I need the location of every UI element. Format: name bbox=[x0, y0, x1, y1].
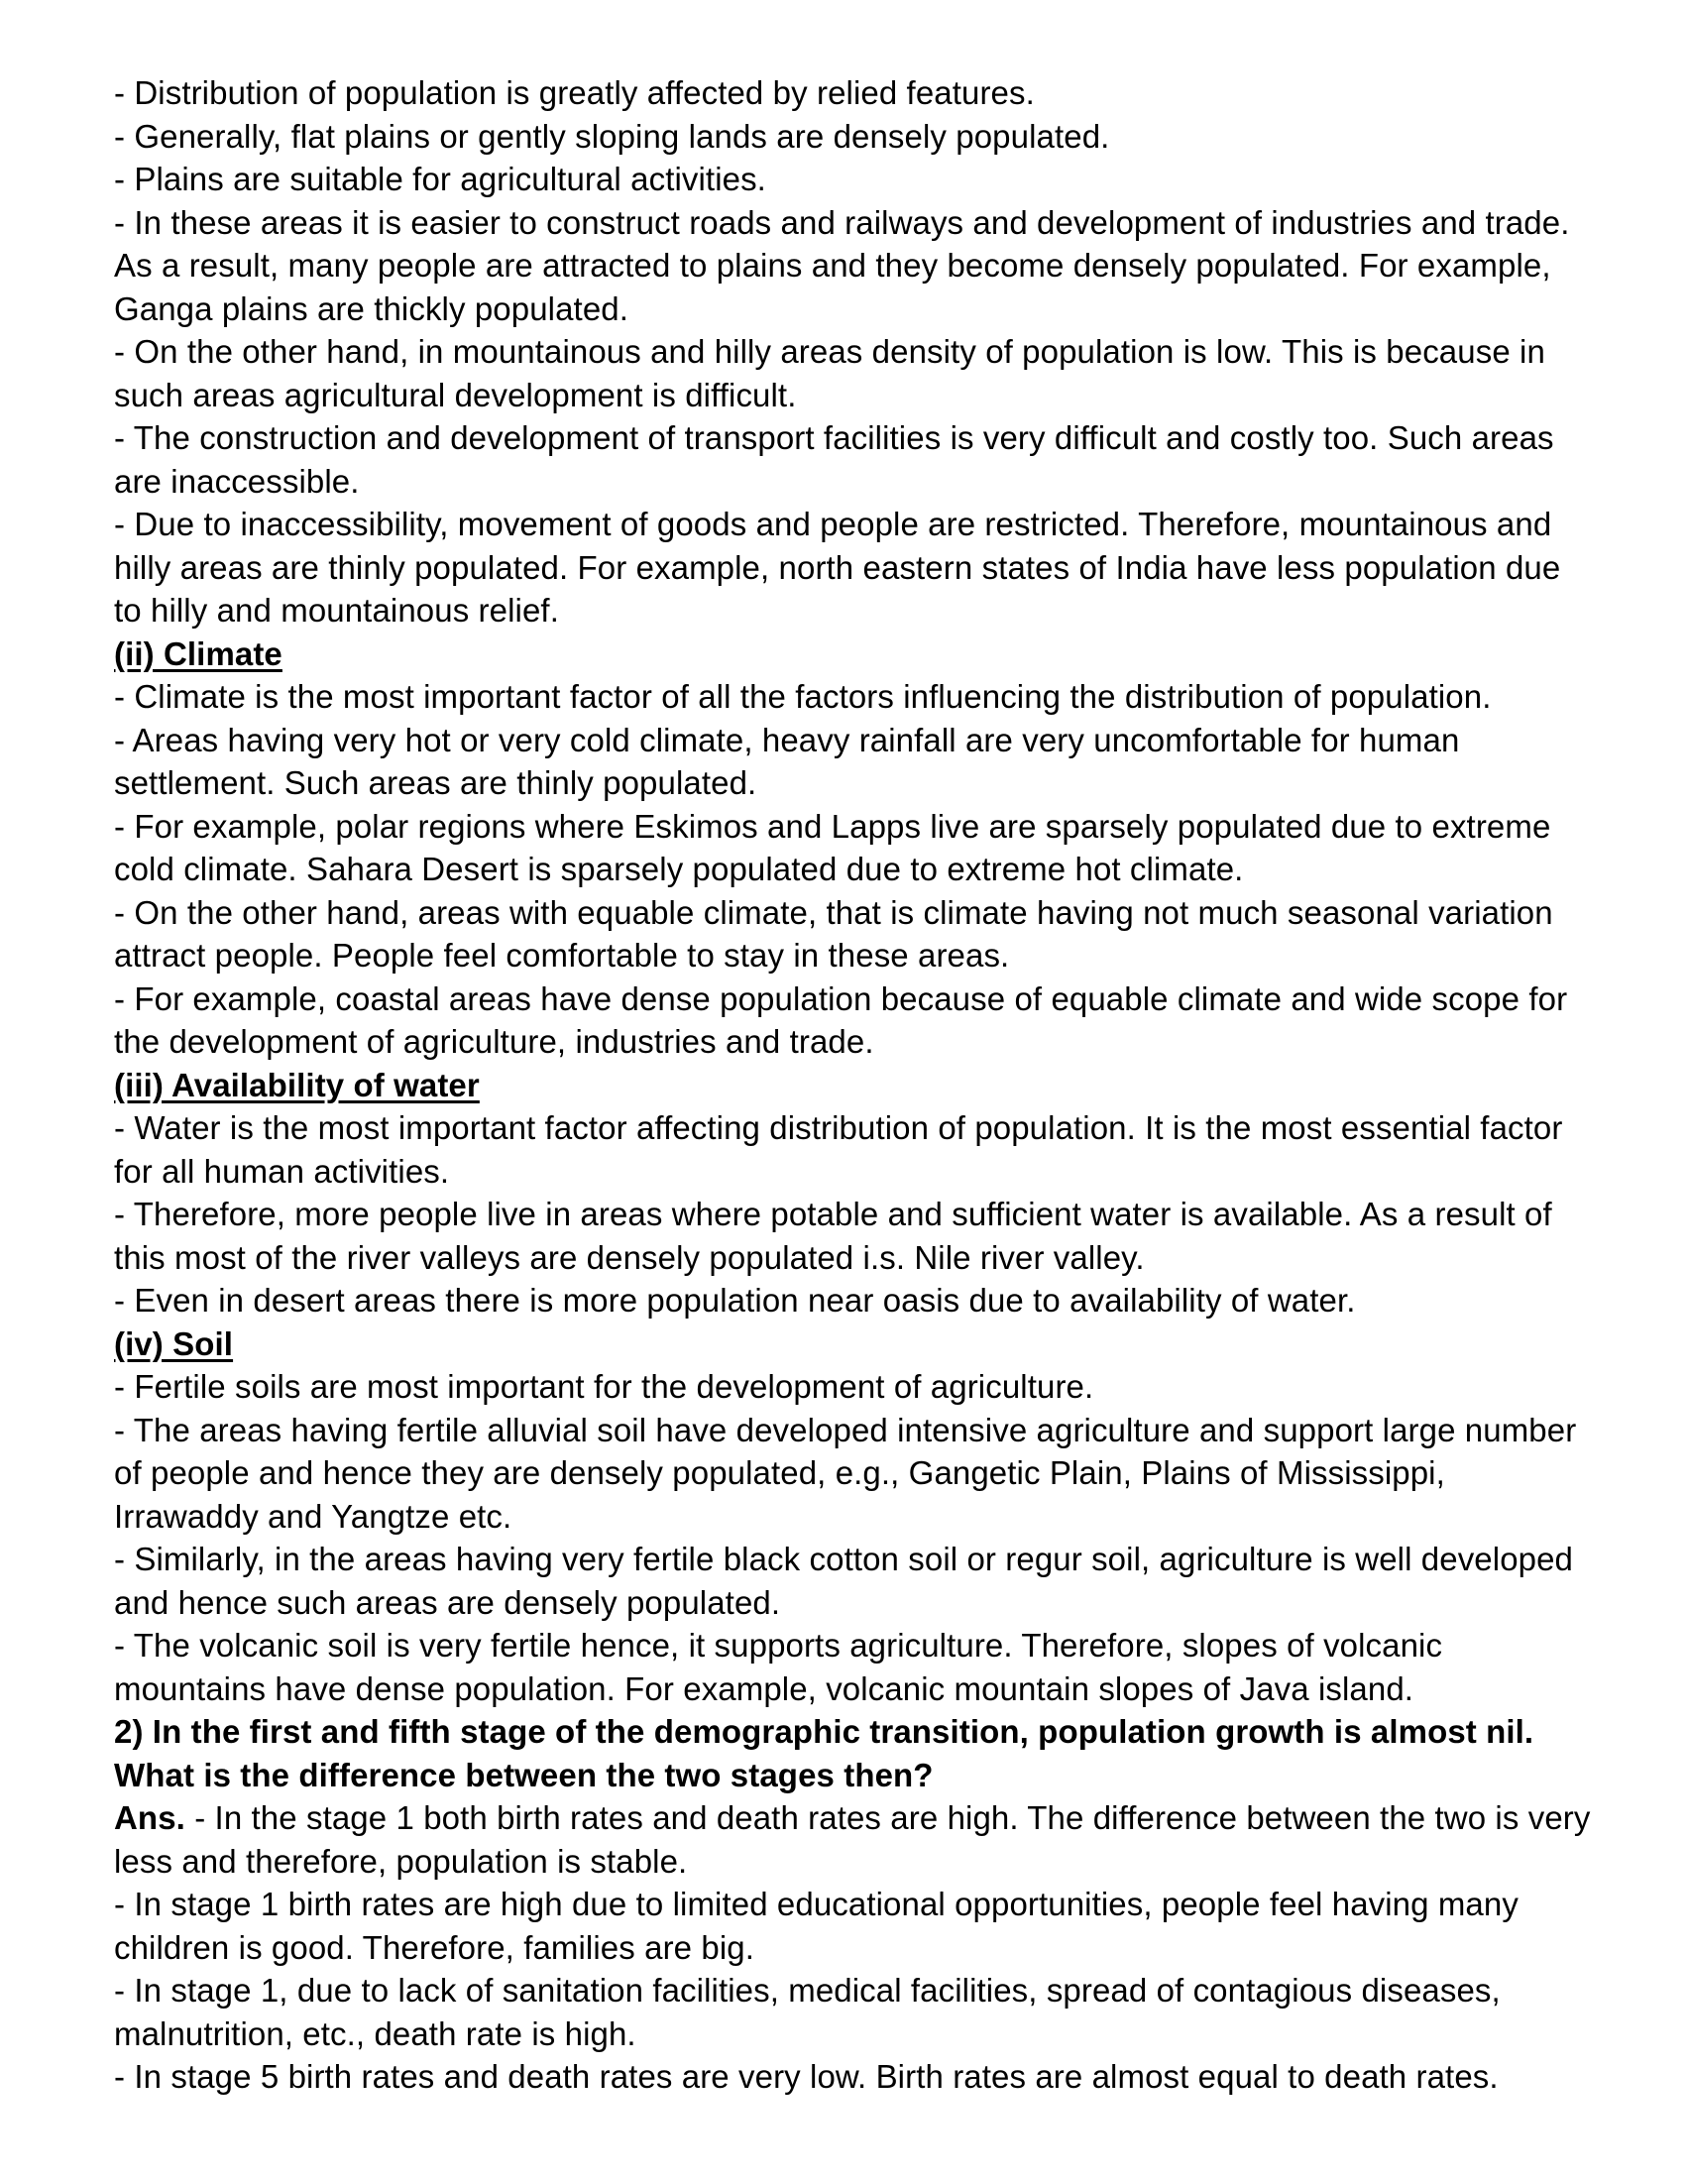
paragraph: - Due to inaccessibility, movement of goods and people are restricted. Therefore, mountainous and hilly areas are thinly populated. For example, north eastern states of India have less population due to hilly and mountainous relief. bbox=[114, 506, 1561, 629]
paragraph: - The volcanic soil is very fertile hence, it supports agriculture. Therefore, slopes of volcanic mountains have dense population. For example, volcanic mountain slopes of Java island. bbox=[114, 1627, 1443, 1707]
paragraph: - Distribution of population is greatly affected by relied features. bbox=[114, 74, 1035, 111]
paragraph: - In stage 1, due to lack of sanitation facilities, medical facilities, spread of contagious diseases, malnutrition, etc., death rate is high. bbox=[114, 1972, 1501, 2052]
paragraph: - Areas having very hot or very cold climate, heavy rainfall are very uncomfortable for human settlement. Such areas are thinly populated. bbox=[114, 721, 1460, 801]
paragraph: - In stage 5 birth rates and death rates are very low. Birth rates are almost equal to death rates. bbox=[114, 2058, 1499, 2095]
paragraph: - In these areas it is easier to construct roads and railways and development of industries and trade. As a result, many people are attracted to plains and they become densely populated. For example, Ganga plains are thickly populated. bbox=[114, 203, 1570, 327]
paragraph: - Plains are suitable for agricultural activities. bbox=[114, 161, 766, 197]
section-heading: (ii) Climate bbox=[114, 634, 282, 672]
paragraph: - On the other hand, areas with equable climate, that is climate having not much seasonal variation attract people. People feel comfortable to stay in these areas. bbox=[114, 893, 1553, 974]
paragraph: - For example, coastal areas have dense population because of equable climate and wide scope for the development of agriculture, industries and trade. bbox=[114, 979, 1568, 1060]
paragraph: - Generally, flat plains or gently sloping lands are densely populated. bbox=[114, 117, 1110, 155]
answer-label: Ans. bbox=[114, 1799, 185, 1836]
paragraph: - Fertile soils are most important for the development of agriculture. bbox=[114, 1368, 1094, 1405]
paragraph: - In stage 1 birth rates are high due to limited educational opportunities, people feel having many children is good. Therefore, families are big. bbox=[114, 1886, 1519, 1966]
paragraph: - The areas having fertile alluvial soil have developed intensive agriculture and support large number of people and hence they are densely populated, e.g., Gangetic Plain, Plains of Mississippi, Irrawaddy and Yangtze etc. bbox=[114, 1411, 1577, 1535]
paragraph: - The construction and development of transport facilities is very difficult and costly too. Such areas are inaccessible. bbox=[114, 419, 1554, 500]
paragraph: - For example, polar regions where Eskimos and Lapps live are sparsely populated due to extreme cold climate. Sahara Desert is sparsely populated due to extreme hot climate. bbox=[114, 807, 1551, 887]
paragraph: - Therefore, more people live in areas where potable and sufficient water is available. As a result of this most of the river valleys are densely populated i.s. Nile river valley. bbox=[114, 1196, 1552, 1276]
paragraph: - Water is the most important factor affecting distribution of population. It is the most essential factor for all human activities. bbox=[114, 1109, 1563, 1190]
paragraph: - Climate is the most important factor of all the factors influencing the distribution of population. bbox=[114, 678, 1492, 715]
document-body bbox=[114, 71, 1593, 2099]
answer-paragraph bbox=[114, 1796, 1593, 1883]
paragraph: - On the other hand, in mountainous and hilly areas density of population is low. This is because in such areas agricultural development is difficult. bbox=[114, 333, 1545, 413]
paragraph: - Even in desert areas there is more population near oasis due to availability of water. bbox=[114, 1282, 1356, 1319]
paragraph: - Similarly, in the areas having very fertile black cotton soil or regur soil, agriculture is well developed and hence such areas are densely populated. bbox=[114, 1541, 1573, 1621]
section-heading: (iv) Soil bbox=[114, 1324, 234, 1362]
section-heading: (iii) Availability of water bbox=[114, 1066, 480, 1103]
answer-text: - In the stage 1 both birth rates and death rates are high. The difference between the two is very less and therefore, population is stable. bbox=[114, 1799, 1591, 1880]
question-text: 2) In the first and fifth stage of the demographic transition, population growth is almost nil. What is the difference between the two stages then? bbox=[114, 1713, 1534, 1793]
